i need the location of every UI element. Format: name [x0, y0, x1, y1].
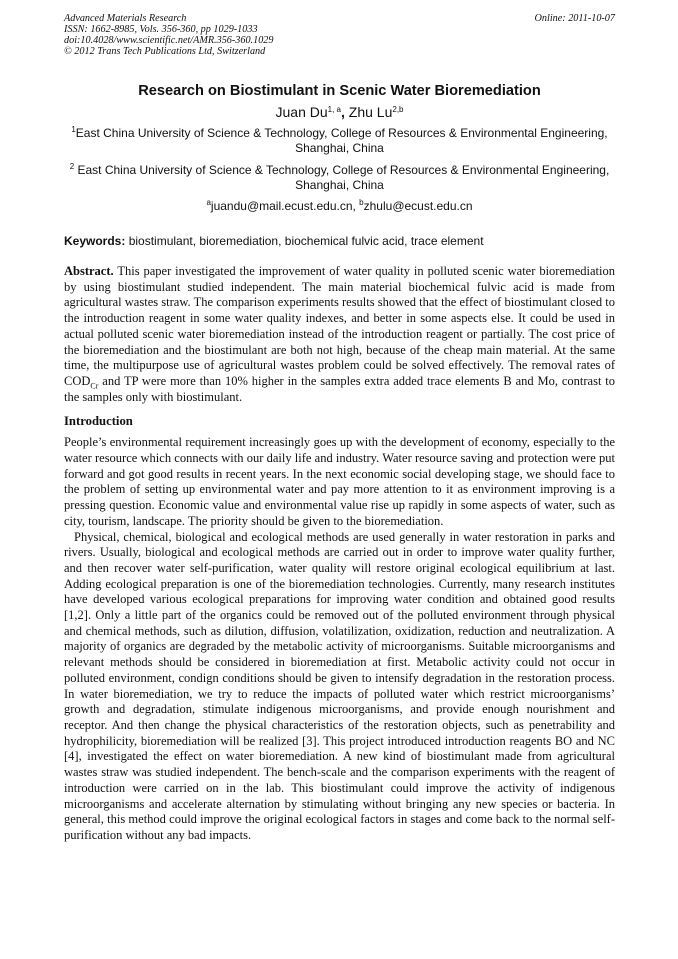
keywords-label: Keywords: [64, 234, 126, 248]
author-line [64, 102, 615, 122]
journal-header [64, 0, 615, 64]
journal-issn: ISSN: 1662-8985, Vols. 356-360, pp 1029-1033 [64, 24, 258, 35]
introduction-paragraph-2: Physical, chemical, biological and ecological methods are used generally in water restoration in parks and rivers. Usually, biological and ecological methods are carried out in order to improve water quality further, and then recover water self-purification, water quality will restore original ecological equilibrium at last. Adding ecological preparation is one of the bioremediation technologies. Currently, many research institutes have developed various ecological preparations for improving water condition and obtained good results [1,2]. Only a little part of the organics could be removed out of the polluted environment through physical and chemical methods, such as dilution, diffusion, volatilization, oxidization, reduction and neutralization. A majority of organics are degraded by the metabolic activity of microorganisms. Suitable microorganisms and relevant methods should be considered in bioremediation at first. Metabolic activity could not occur in polluted environment, condign conditions should be given to intensify degradation in the restoration process. In water bioremediation, we try to reduce the impacts of polluted water which restrict microorganisms’ growth and degradation, stimulate indigenous microorganisms, and provide enough nourishment and receptor. And then change the physical characteristics of the restoration objects, such as penetrability and hydrophilicity, bioremediation will be realized [3]. This project introduced introduction reagents BO and NC [4], investigated the effect on water bioremediation. A new kind of biostimulant made from agricultural wastes straw was studied independent. The bench-scale and the comparison experiments with the reagent of introduction were carried on in the lab. This biostimulant could improve the activity of indigenous microorganisms and accelerate alternation by stimulating without bringing any new species or bacteria. In general, this method could improve the original ecological factors in stages and come back to the normal self-purification without any bad impacts. [64, 529, 615, 842]
affiliation-2-text: East China University of Science & Technology, College of Resources & Environmental Engineering, Shanghai, China [74, 163, 610, 192]
journal-copyright: © 2012 Trans Tech Publications Ltd, Switzerland [64, 46, 266, 57]
affiliation-1-marker: 1 [71, 125, 76, 134]
abstract [64, 264, 615, 405]
journal-doi[interactable]: doi:10.4028/www.scientific.net/AMR.356-360.1029 [64, 35, 274, 46]
keywords-text: biostimulant, bioremediation, biochemical fulvic acid, trace element [125, 234, 484, 248]
affiliation-1-text: East China University of Science & Technology, College of Resources & Environmental Engineering, Shanghai, China [75, 126, 608, 155]
introduction-paragraph-1: People’s environmental requirement increasingly goes up with the development of economy, especially to the water resource which connects with our daily life and industry. Water resource saving and protection were put forward and got good results in recent years. In the next economic social developing stage, we should face to the problem of setting up environmental water and pay more attention to it as environment improving is a pressing question. Economic value and environmental value rise up rapidly in some aspects of water, such as city, tourism, landscape. The priority should be given to the bioremediation. [64, 435, 615, 528]
journal-info [64, 13, 615, 57]
author-2: Zhu Lu [348, 104, 393, 120]
abstract-text-part1: This paper investigated the improvement of water quality in polluted scenic water bioremediation by using biostimulant studied independent. The main material biochemical fulvic acid is made from agricultural wastes straw. The comparison experiments results showed that the effect of biostimulant closed to the introduction reagent in some water quality indexes, and better in some aspects else. It could be used in actual polluted scenic water bioremediation instead of the introduction reagent or partially. The cost price of the bioremediation and the biostimulant are both not high, because of the cheap main material. At the same time, the multipurpose use of agricultural wastes problem could be solved effectively. The removal rates of COD [64, 264, 615, 388]
email-a[interactable]: juandu@mail.ecust.edu.cn, [210, 199, 360, 213]
email-b-marker: b [359, 198, 364, 207]
email-b[interactable]: zhulu@ecust.edu.cn [363, 199, 473, 213]
author-2-affil: 2,b [392, 105, 404, 114]
email-a-marker: a [206, 198, 211, 207]
affiliation-2 [64, 163, 615, 193]
keywords [64, 234, 615, 249]
affiliation-1 [64, 126, 615, 156]
abstract-subscript: Cr [90, 381, 99, 391]
author-separator: , [341, 104, 349, 120]
author-1-affil: 1, a [327, 105, 341, 114]
paper-title: Research on Biostimulant in Scenic Water Bioremediation [138, 83, 541, 99]
online-date: Online: 2011-10-07 [534, 13, 615, 24]
affiliation-2-marker: 2 [69, 162, 75, 171]
author-1: Juan Du [275, 104, 328, 120]
author-emails [64, 199, 615, 214]
journal-name: Advanced Materials Research [64, 13, 187, 24]
abstract-text-part2: and TP were more than 10% higher in the samples extra added trace elements B and Mo, contrast to the samples only with biostimulant. [64, 373, 615, 404]
section-heading-introduction: Introduction [64, 414, 133, 429]
abstract-label: Abstract. [64, 264, 114, 278]
